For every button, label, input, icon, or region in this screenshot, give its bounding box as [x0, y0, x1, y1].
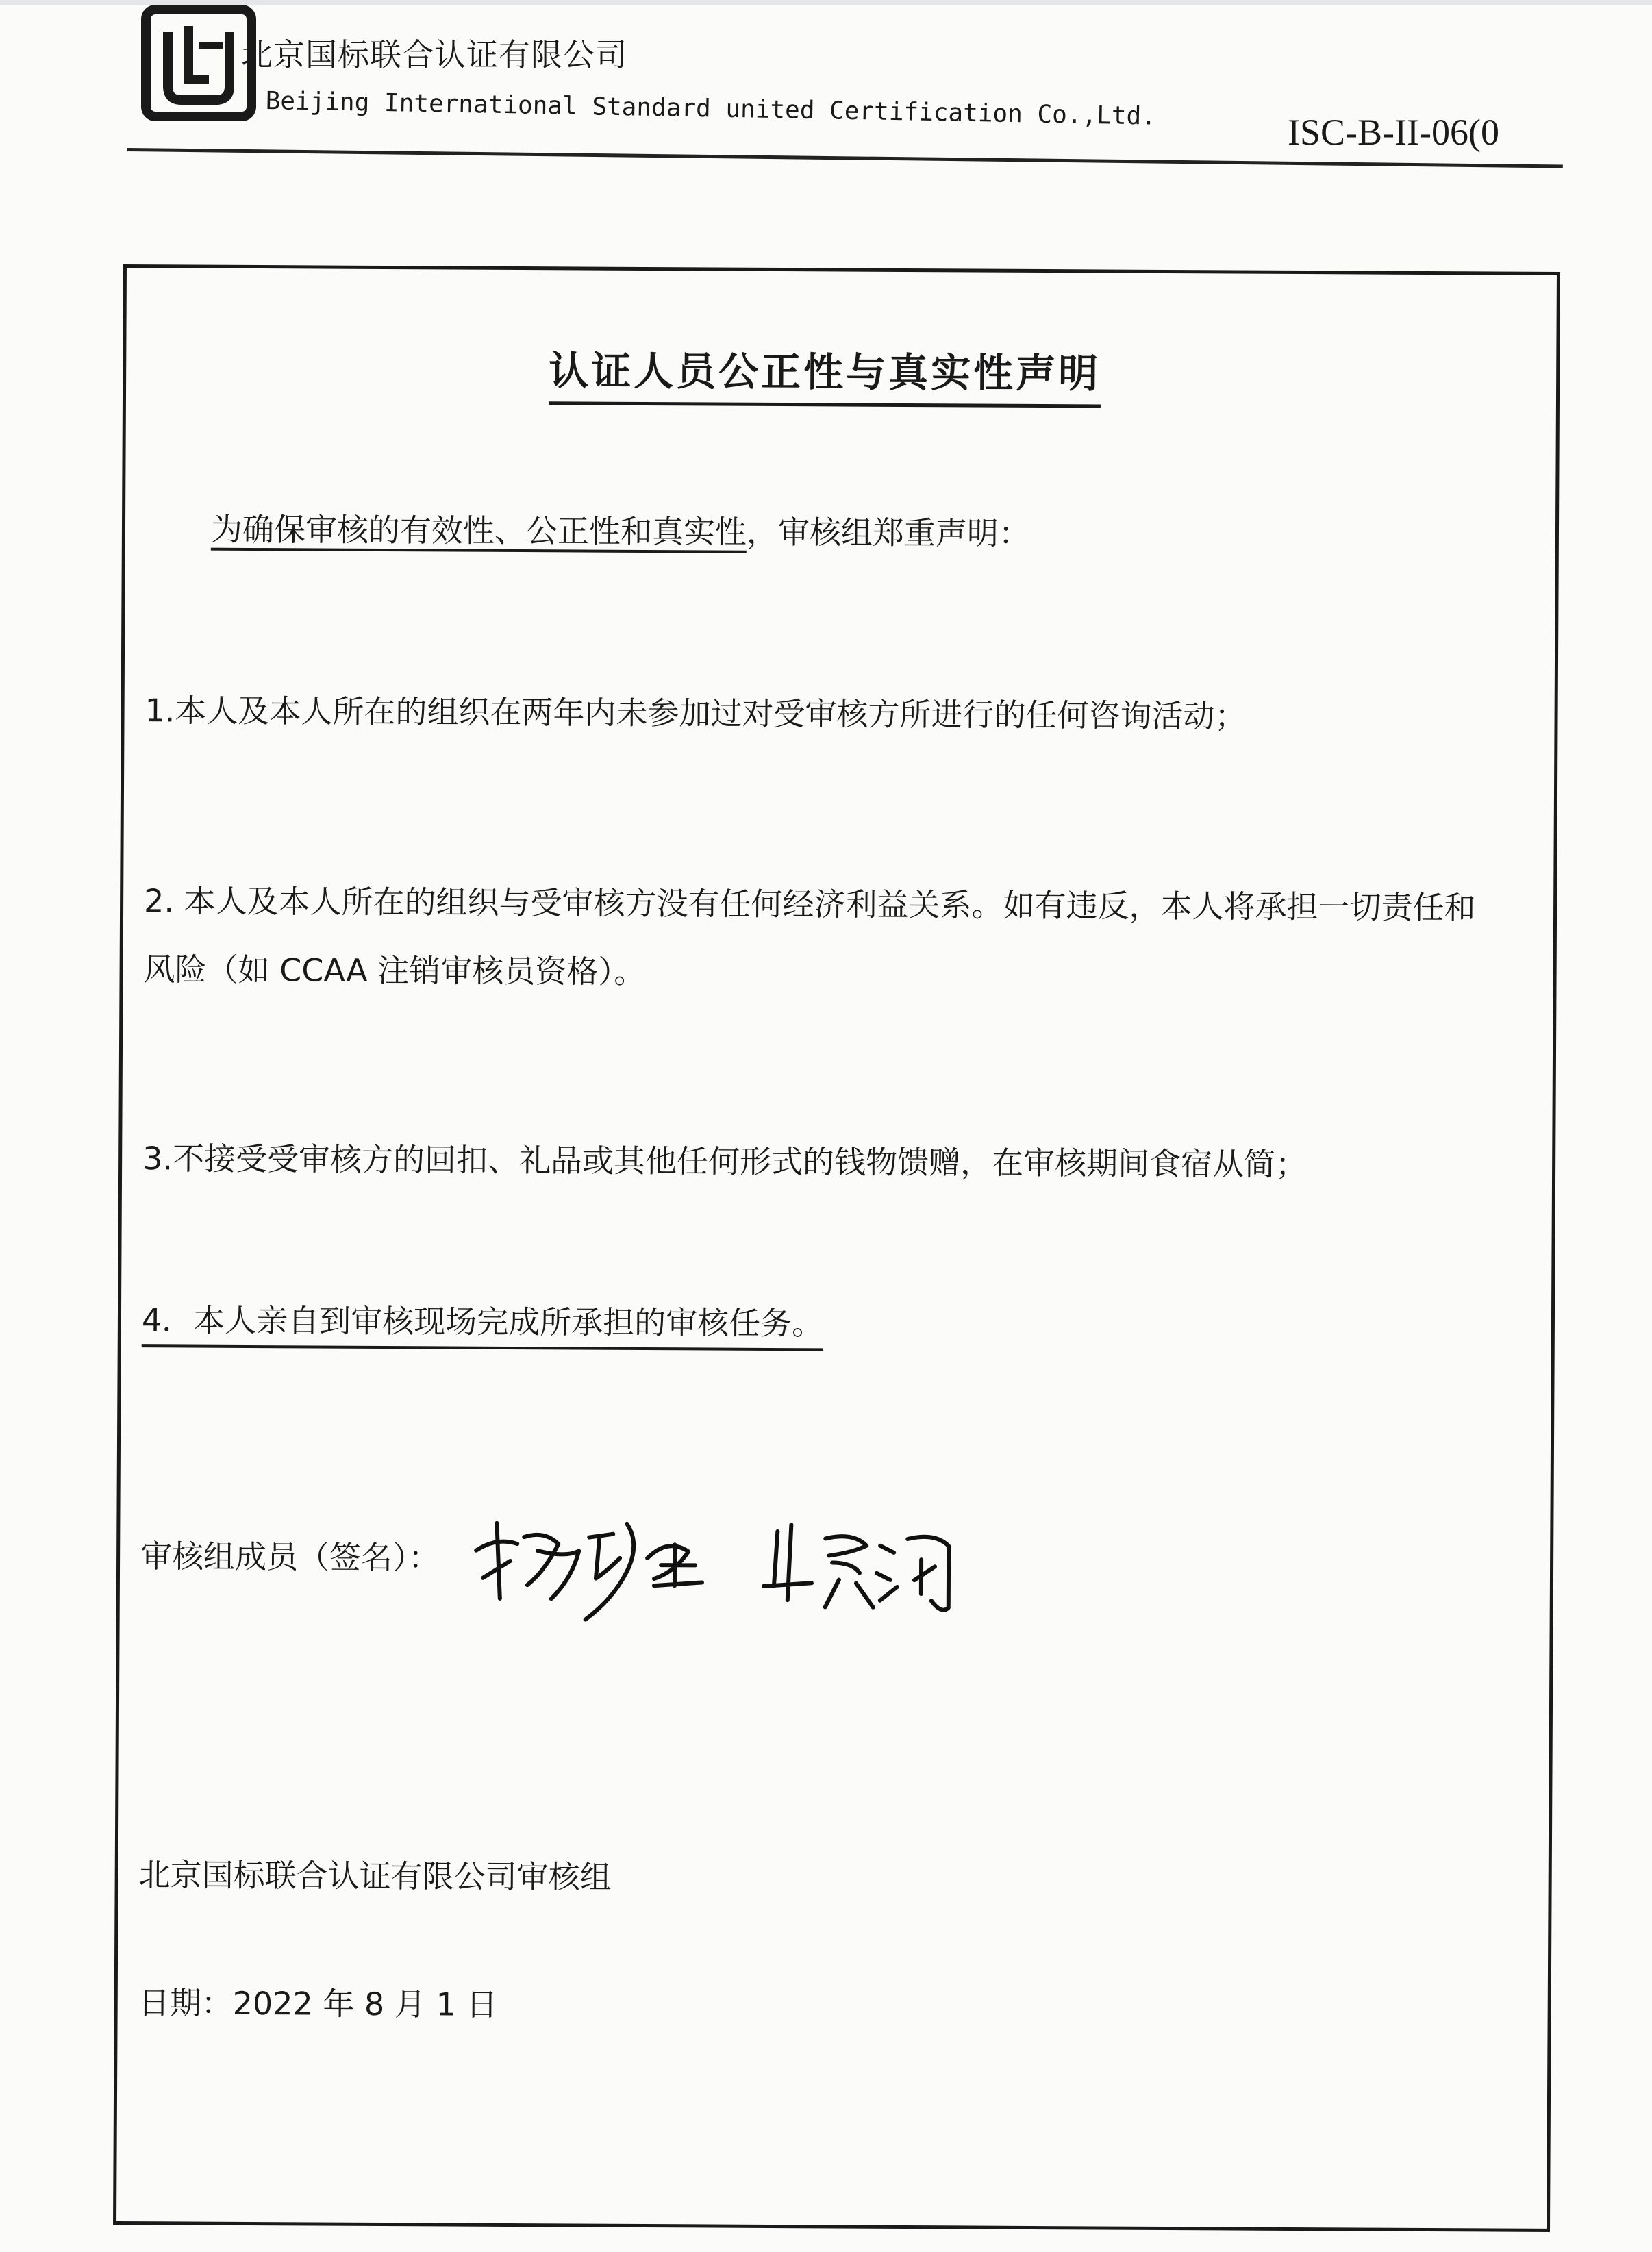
- declaration-frame: [113, 264, 1560, 2232]
- intro-rest-text: ，审核组郑重声明：: [746, 513, 1031, 552]
- declaration-item-2-line-1: 2. 本人及本人所在的组织与受审核方没有任何经济利益关系。如有违反，本人将承担一切责任和: [143, 882, 1476, 927]
- intro-underlined-text: 为确保审核的有效性、公正性和真实性: [211, 511, 747, 553]
- declaration-item-2-line-2: 风险（如 CCAA 注销审核员资格）。: [143, 951, 646, 991]
- declaration-date: 日期：2022 年 8 月 1 日: [138, 1984, 498, 2023]
- handwritten-signatures: [468, 1496, 990, 1642]
- company-name-cn: 北京国标联合认证有限公司: [241, 36, 627, 73]
- declaration-item-1: 1.本人及本人所在的组织在两年内未参加过对受审核方所进行的任何咨询活动；: [145, 692, 1247, 735]
- audit-team-organization: 北京国标联合认证有限公司审核组: [138, 1856, 612, 1896]
- company-logo-icon: [140, 4, 257, 122]
- declaration-item-3: 3.不接受受审核方的回扣、礼品或其他任何形式的钱物馈赠，在审核期间食宿从简；: [142, 1140, 1307, 1184]
- intro-paragraph: [211, 505, 1030, 554]
- document-code: ISC-B-II-06(0: [1288, 112, 1499, 153]
- declaration-item-4: 4．本人亲自到审核现场完成所承担的审核任务。: [142, 1295, 824, 1351]
- document-title: 认证人员公正性与真实性声明: [549, 338, 1101, 408]
- company-name-en: Beijing International Standard united Certification Co.,Ltd.: [265, 87, 1157, 131]
- signature-label: 审核组成员（签名）：: [140, 1538, 440, 1577]
